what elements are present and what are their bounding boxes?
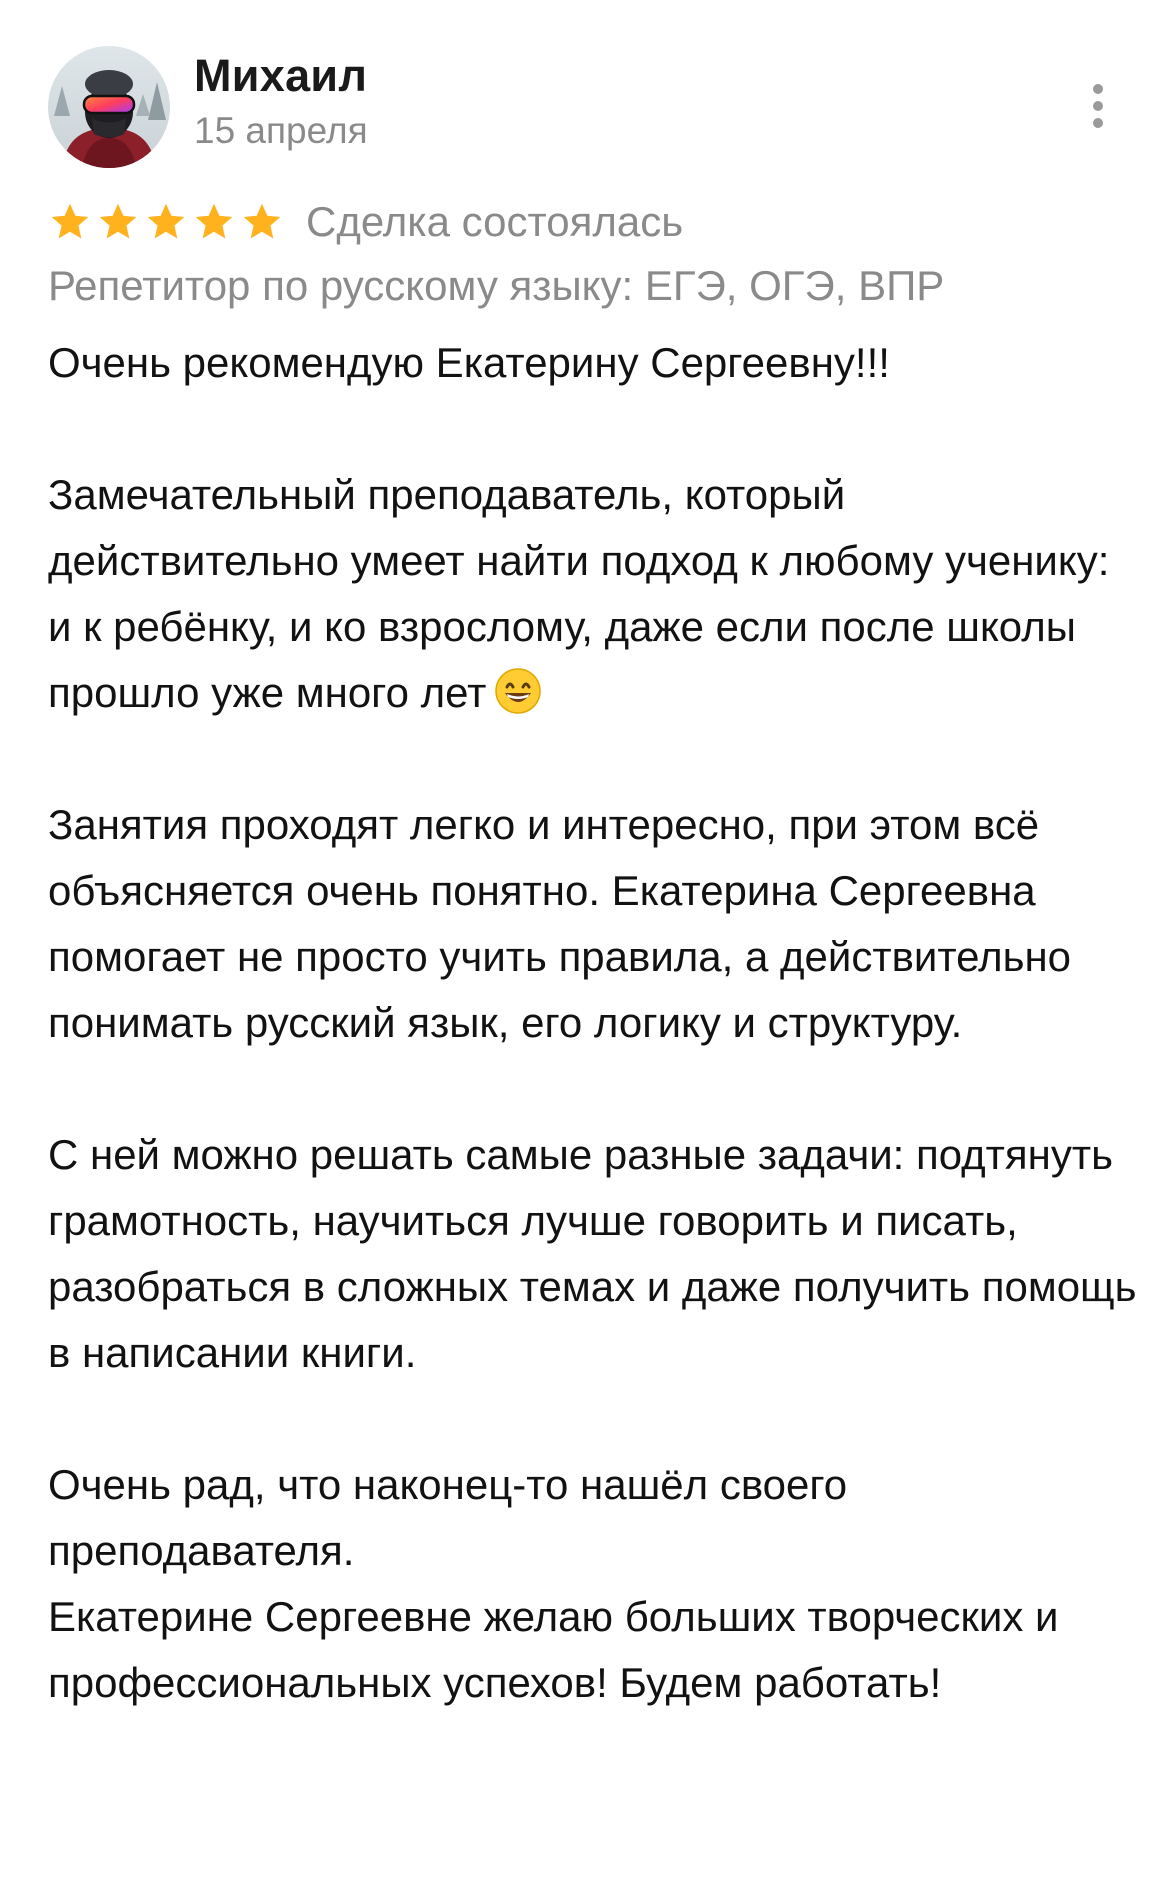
review-paragraph: С ней можно решать самые разные задачи: подтянуть грамотность, научиться лучше говорить и писать, разобраться в сложных темах и даже получить помощь в написании книги. [48, 1131, 1137, 1376]
star-icon [48, 200, 92, 244]
review-paragraph: Очень рад, что наконец-то нашёл своего преподавателя. [48, 1461, 848, 1574]
star-icon [96, 200, 140, 244]
deal-status: Сделка состоялась [306, 198, 684, 245]
more-vertical-icon-dot-3 [1093, 118, 1103, 128]
review-paragraph: Очень рекомендую Екатерину Сергеевну!!! [48, 339, 890, 386]
rating-stars [48, 200, 284, 244]
avatar-photo-skier-icon [48, 46, 170, 168]
review-header [48, 46, 1122, 168]
star-icon [192, 200, 236, 244]
avatar[interactable] [48, 46, 170, 168]
author-name[interactable]: Михаил [194, 50, 368, 101]
review-date: 15 апреля [194, 110, 368, 151]
review-paragraph: Екатерине Сергеевне желаю больших творческих и профессиональных успехов! Будем работать! [48, 1593, 1059, 1706]
review-paragraph: Занятия проходят легко и интересно, при этом всё объясняется очень понятно. Екатерина Сергеевна помогает не просто учить правила, а действительно понимать русский язык, его логику и структуру. [48, 801, 1072, 1046]
more-options-button[interactable] [1074, 76, 1122, 136]
review-paragraph: Замечательный преподаватель, который действительно умеет найти подход к любому ученику: и к ребёнку, и ко взрослому, даже если после школы прошло уже много лет [48, 471, 1110, 716]
rating-row [48, 196, 683, 248]
more-vertical-icon [1093, 84, 1103, 94]
star-icon [144, 200, 188, 244]
service-title[interactable]: Репетитор по русскому языку: ЕГЭ, ОГЭ, ВПР [48, 262, 945, 309]
more-vertical-icon-dot-2 [1093, 101, 1103, 111]
review-text [48, 330, 1138, 1716]
grinning-face-emoji-icon [494, 667, 542, 715]
star-icon [240, 200, 284, 244]
author-block [194, 48, 368, 156]
